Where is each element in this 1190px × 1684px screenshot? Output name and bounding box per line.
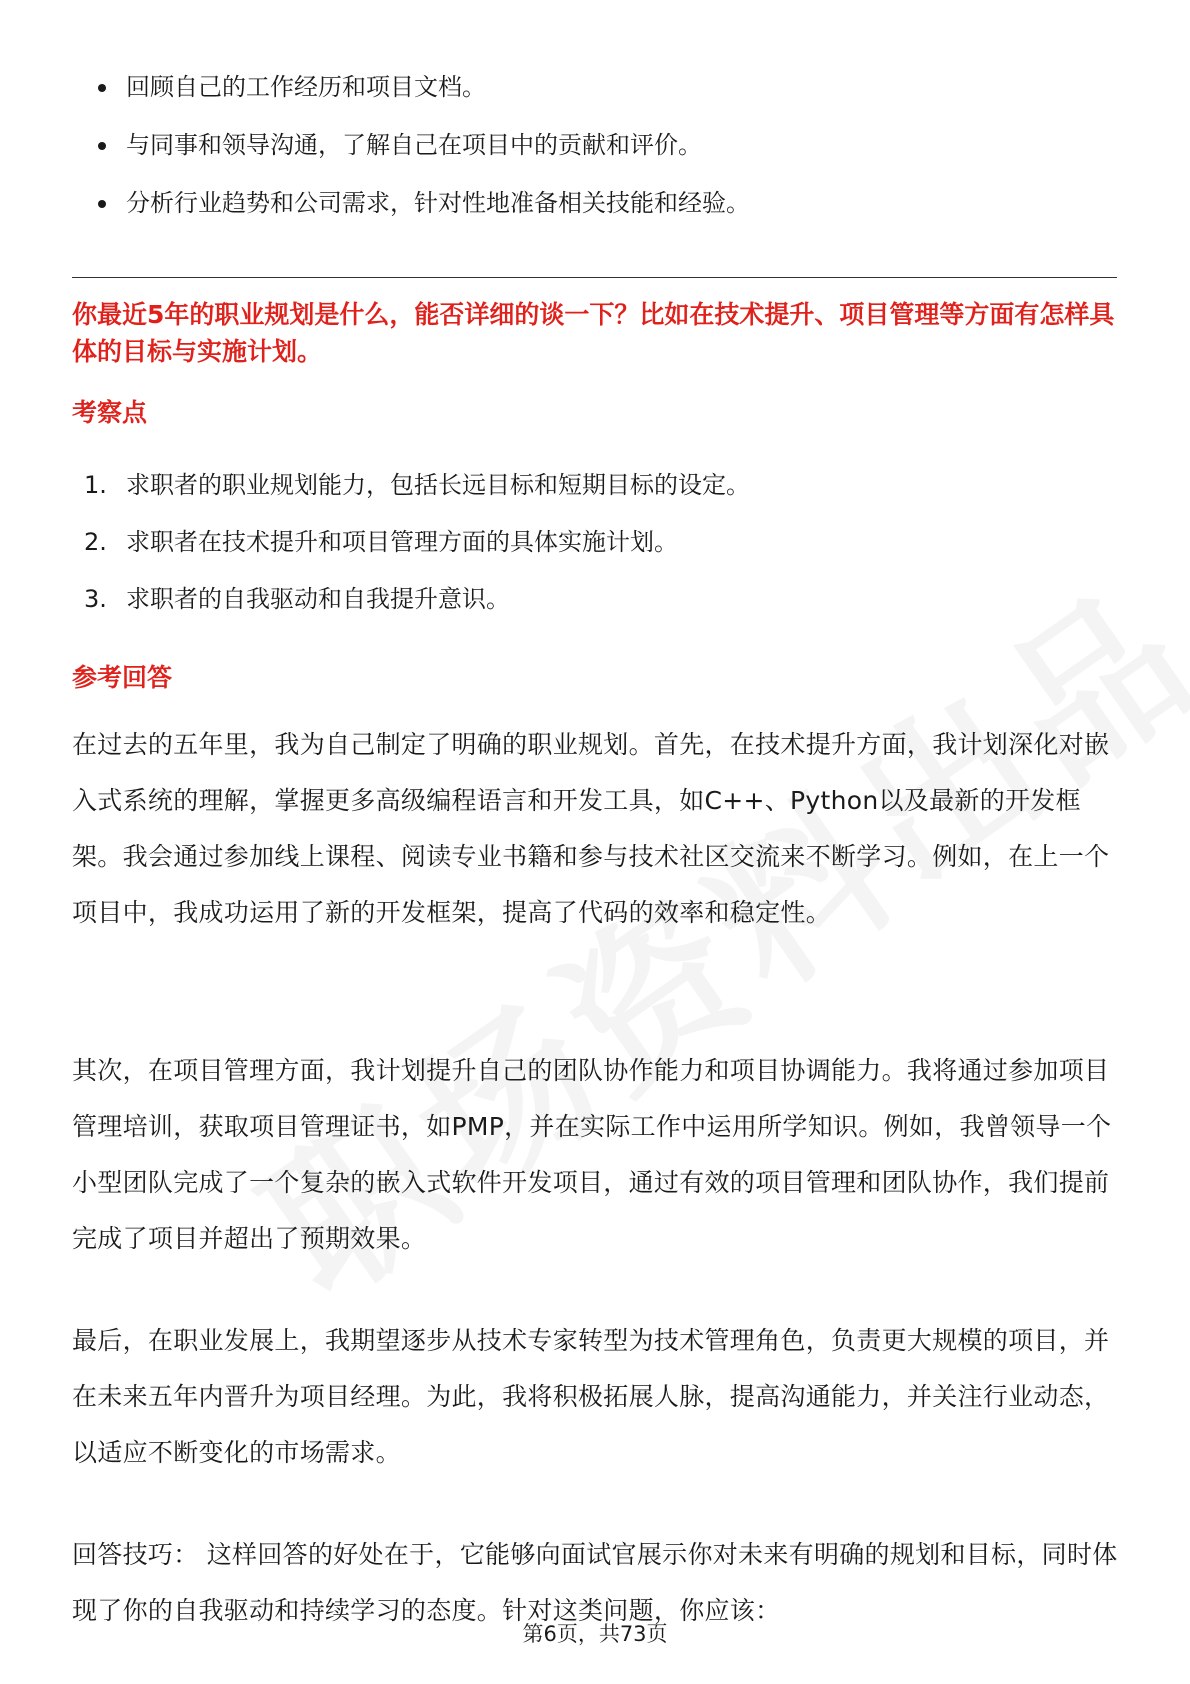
list-text: 求职者在技术提升和项目管理方面的具体实施计划。 (126, 528, 678, 556)
list-number: 1. (84, 471, 107, 499)
bullet-icon (98, 84, 106, 92)
list-item (98, 174, 1118, 232)
list-text: 求职者的职业规划能力，包括长远目标和短期目标的设定。 (126, 471, 750, 499)
bullet-icon (98, 200, 106, 208)
bullet-text: 分析行业趋势和公司需求，针对性地准备相关技能和经验。 (126, 189, 750, 217)
list-number: 3. (84, 585, 107, 613)
list-item (84, 517, 1104, 574)
bullet-list (98, 58, 1118, 232)
section-title-examination-points: 考察点 (72, 398, 148, 427)
list-number: 2. (84, 528, 107, 556)
answer-paragraph: 其次，在项目管理方面，我计划提升自己的团队协作能力和项目协调能力。我将通过参加项目管理培训，获取项目管理证书，如PMP，并在实际工作中运用所学知识。例如，我曾领导一个小型团队完成了一个复杂的嵌入式软件开发项目，通过有效的项目管理和团队协作，我们提前完成了项目并超出了预期效果。 (72, 1056, 1112, 1253)
list-item (84, 460, 1104, 517)
bullet-text: 与同事和领导沟通，了解自己在项目中的贡献和评价。 (126, 131, 702, 159)
bullet-text: 回顾自己的工作经历和项目文档。 (126, 73, 486, 101)
answer-paragraph: 在过去的五年里，我为自己制定了明确的职业规划。首先，在技术提升方面，我计划深化对嵌入式系统的理解，掌握更多高级编程语言和开发工具，如C++、Python以及最新的开发框架。我会通过参加线上课程、阅读专业书籍和参与技术社区交流来不断学习。例如，在上一个项目中，我成功运用了新的开发框架，提高了代码的效率和稳定性。 (72, 730, 1110, 927)
list-item (98, 58, 1118, 116)
list-item (98, 116, 1118, 174)
answer-paragraph: 最后，在职业发展上，我期望逐步从技术专家转型为技术管理角色，负责更大规模的项目，并在未来五年内晋升为项目经理。为此，我将积极拓展人脉，提高沟通能力，并关注行业动态，以适应不断变化的市场需求。 (72, 1326, 1110, 1467)
list-text: 求职者的自我驱动和自我提升意识。 (126, 585, 510, 613)
section-divider (72, 277, 1117, 278)
section-title-reference-answer: 参考回答 (72, 663, 173, 692)
list-item (84, 574, 1104, 631)
page-number: 第6页，共73页 (522, 1622, 668, 1646)
answer-tips-paragraph: 回答技巧： 这样回答的好处在于，它能够向面试官展示你对未来有明确的规划和目标，同时体现了你的自我驱动和持续学习的态度。针对这类问题，你应该： (72, 1540, 1118, 1625)
bullet-icon (98, 142, 106, 150)
numbered-list (84, 460, 1104, 631)
question-heading: 你最近5年的职业规划是什么，能否详细的谈一下？比如在技术提升、项目管理等方面有怎样具体的目标与实施计划。 (72, 300, 1115, 366)
